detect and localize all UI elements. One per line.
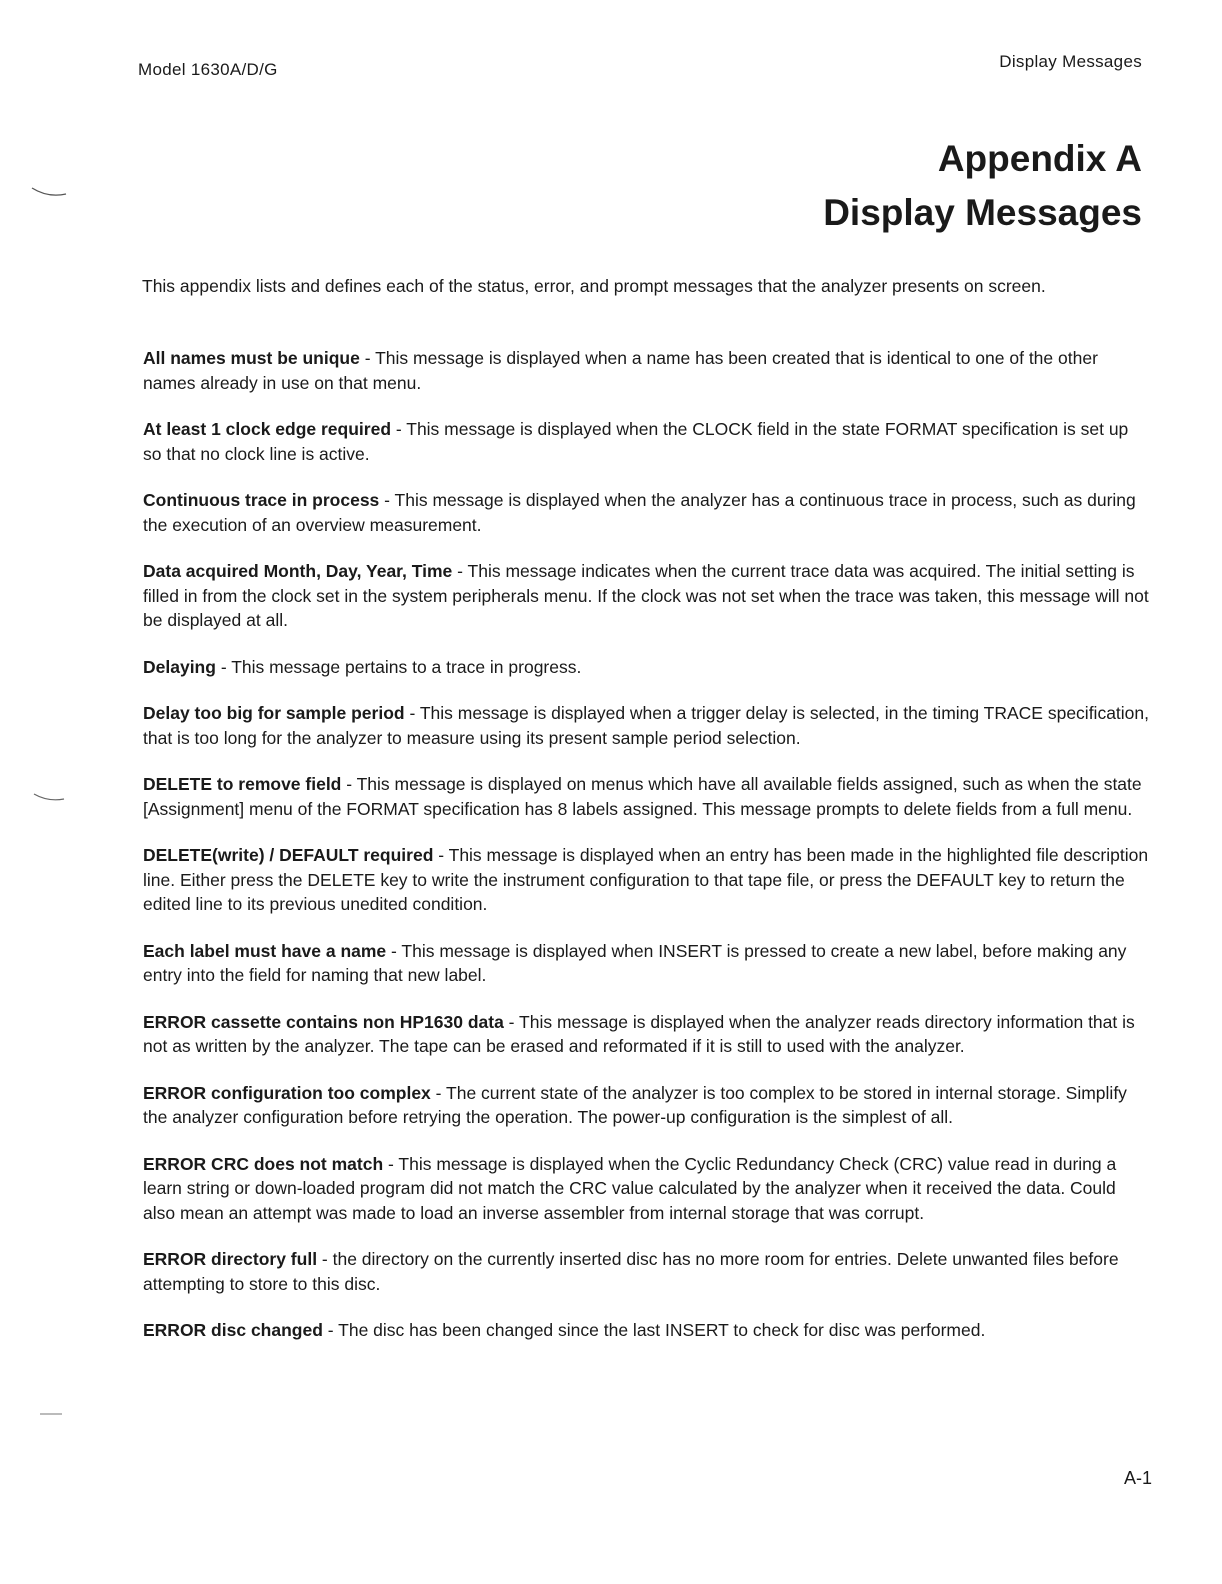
message-entry xyxy=(143,1010,1150,1059)
message-definition: - This message indicates when the current trace data was acquired. The initial setting is filled in from the clock set in the system peripherals menu. If the clock was not set when the trace was taken, this message will not be displayed at all. xyxy=(143,561,1149,630)
message-term: Continuous trace in process xyxy=(143,490,380,510)
message-definition: - This message is displayed when an entry has been made in the highlighted file description line. Either press the DELETE key to write the instrument configuration to that tape file, or press the DEFAULT key to return the edited line to its previous unedited condition. xyxy=(143,845,1149,914)
message-term: Each label must have a name xyxy=(143,940,387,961)
message-term: DELETE to remove field xyxy=(143,774,342,794)
message-entry xyxy=(143,655,1150,680)
message-definition: - This message pertains to a trace in progress. xyxy=(215,656,582,677)
message-definition: - This message is displayed when the Cyclic Redundancy Check (CRC) value read in during a learn string or down-loaded program did not match the CRC value calculated by the analyzer when it received the data. Could also mean an attempt was made to load an inverse assembler from internal storage that was corrupt. xyxy=(143,1153,1117,1223)
header-section: Display Messages xyxy=(999,52,1142,71)
message-definition: - This message is displayed when the CLOCK field in the state FORMAT specification is set up so that no clock line is active. xyxy=(143,419,1129,464)
message-definition: - The current state of the analyzer is too complex to be stored in internal storage. Simplify the analyzer configuration before retrying the operation. The power-up configuration is the simplest of all. xyxy=(143,1082,1127,1127)
message-term: ERROR directory full xyxy=(143,1249,318,1269)
message-term: ERROR disc changed xyxy=(143,1320,323,1340)
message-term: ERROR cassette contains non HP1630 data xyxy=(143,1011,504,1032)
message-term: All names must be unique xyxy=(143,348,360,368)
message-definition: - The disc has been changed since the last INSERT to check for disc was performed. xyxy=(322,1320,986,1340)
message-entry xyxy=(143,1247,1150,1296)
scan-mark xyxy=(30,1410,70,1420)
message-definition: - This message is displayed when the analyzer has a continuous trace in process, such as during the execution of an overview measurement. xyxy=(143,490,1136,535)
message-term: ERROR CRC does not match xyxy=(143,1153,384,1174)
message-entry xyxy=(143,772,1150,821)
message-entry xyxy=(143,1152,1150,1226)
title-line-1: Appendix A xyxy=(937,138,1142,179)
message-entry xyxy=(143,701,1150,750)
message-entry xyxy=(143,1318,1150,1343)
message-entry xyxy=(143,939,1150,988)
header-model: Model 1630A/D/G xyxy=(138,60,278,79)
message-entry xyxy=(143,843,1150,917)
message-definition: - This message is displayed when a trigger delay is selected, in the timing TRACE specification, that is too long for the analyzer to measure using its present sample period selection. xyxy=(143,703,1150,748)
message-definition: - the directory on the currently inserted disc has no more room for entries. Delete unwanted files before attempting to store to this disc. xyxy=(143,1249,1119,1294)
intro-paragraph: This appendix lists and defines each of the status, error, and prompt messages that the analyzer presents on screen. xyxy=(142,276,1046,296)
message-entry xyxy=(143,559,1150,633)
title-line-2: Display Messages xyxy=(823,192,1142,233)
message-entry xyxy=(143,1081,1150,1130)
page-title xyxy=(823,132,1142,240)
message-entry xyxy=(143,417,1150,466)
running-header xyxy=(138,52,1142,79)
message-term: Delay too big for sample period xyxy=(143,703,405,723)
message-definition: - This message is displayed on menus which have all available fields assigned, such as when the state [Assignment] menu of the FORMAT specification has 8 labels assigned. This message prompts to delete fields from a full menu. xyxy=(143,774,1142,819)
message-entry xyxy=(143,488,1150,537)
message-term: Delaying xyxy=(143,656,216,677)
message-entry xyxy=(143,346,1150,395)
message-definition: - This message is displayed when a name has been created that is identical to one of the other names already in use on that menu. xyxy=(143,348,1098,393)
message-term: ERROR configuration too complex xyxy=(143,1082,431,1103)
page-number: A-1 xyxy=(1123,1468,1152,1488)
message-term: Data acquired Month, Day, Year, Time xyxy=(143,561,453,581)
message-list xyxy=(143,346,1150,1365)
message-definition: - This message is displayed when INSERT is pressed to create a new label, before making any entry into the field for naming that new label. xyxy=(143,940,1127,985)
message-term: At least 1 clock edge required xyxy=(143,419,392,439)
scan-mark xyxy=(30,790,70,804)
scan-mark xyxy=(30,186,70,200)
message-term: DELETE(write) / DEFAULT required xyxy=(143,845,434,865)
message-definition: - This message is displayed when the analyzer reads directory information that is not as written by the analyzer. The tape can be erased and reformated if it is still to used with the analyzer. xyxy=(143,1011,1135,1056)
